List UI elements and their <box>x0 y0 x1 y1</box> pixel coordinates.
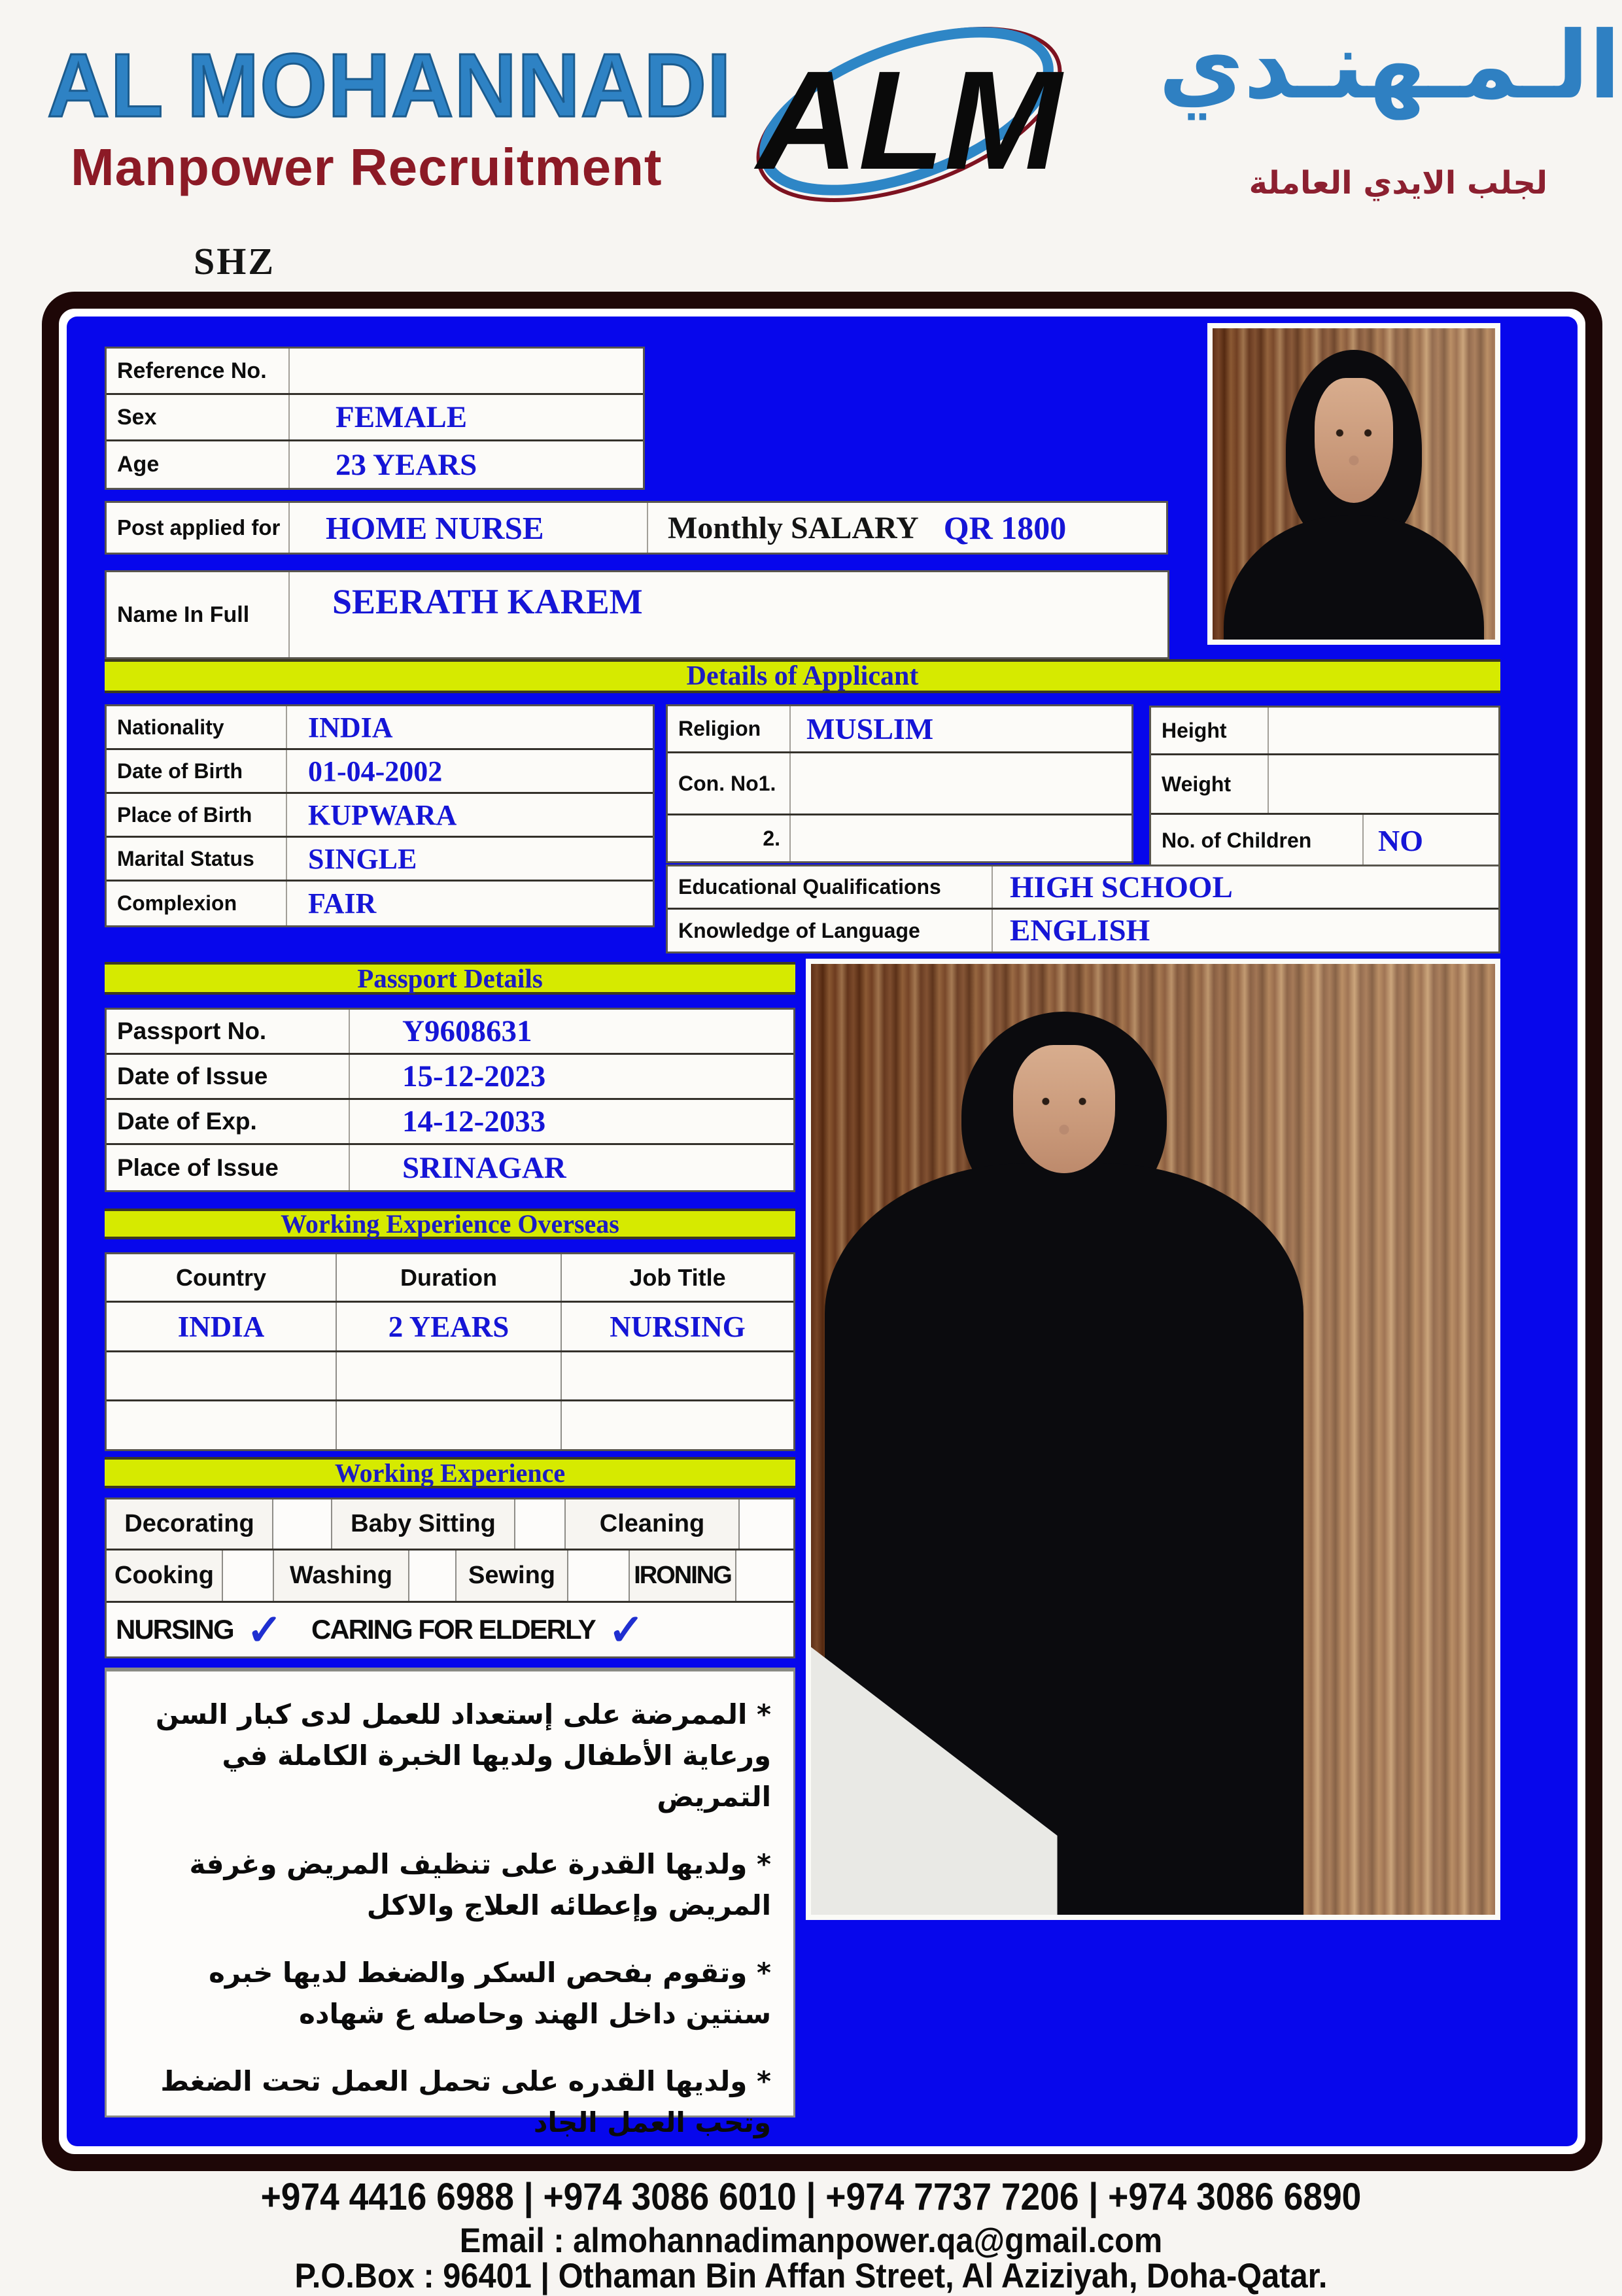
table-row <box>107 1055 793 1100</box>
we-banner-title: Working Experience <box>334 1458 566 1488</box>
logo-monogram: ALM <box>757 41 1061 199</box>
table-row <box>107 838 653 882</box>
weo-banner-title: Working Experience Overseas <box>281 1209 619 1239</box>
skill-sewing-label: Sewing <box>457 1551 568 1601</box>
applicant-headshot-photo <box>1207 323 1500 645</box>
weo-duration-value: 2 YEARS <box>337 1303 562 1350</box>
date-of-birth-value: 01-04-2002 <box>308 755 443 787</box>
table-row <box>107 441 643 488</box>
table-row <box>1151 708 1498 755</box>
language-label: Knowledge of Language <box>668 910 993 951</box>
skill-nursing-label: NURSING <box>116 1614 233 1645</box>
religion-label: Religion <box>668 706 791 751</box>
skill-cooking-label: Cooking <box>107 1551 223 1601</box>
skill-ironing-label: IRONING <box>630 1551 736 1601</box>
weo-jobtitle-header: Job Title <box>629 1263 726 1291</box>
date-of-issue-value: 15-12-2023 <box>402 1059 546 1093</box>
weo-empty-cell <box>337 1401 562 1449</box>
height-label: Height <box>1151 708 1269 753</box>
age-label: Age <box>107 441 290 488</box>
nursing-checkmark-icon: ✓ <box>246 1605 283 1654</box>
document-code: SHZ <box>194 240 276 283</box>
age-value: 23 YEARS <box>336 447 477 482</box>
table-row <box>107 572 1167 657</box>
arabic-note-3: * وتقوم بفحص السكر والضغط لديها خبره سنتين داخل الهند وحاصله ع شهاده <box>209 1957 771 2030</box>
skill-washing-label: Washing <box>274 1551 409 1601</box>
name-row <box>105 570 1169 659</box>
religion-value: MUSLIM <box>806 712 934 745</box>
contact-no1-value <box>791 753 1131 814</box>
brand-name: AL MOHANNADI <box>47 35 732 136</box>
place-of-birth-label: Place of Birth <box>107 794 287 836</box>
details-right-table <box>1149 706 1500 868</box>
post-applied-value: HOME NURSE <box>290 503 648 553</box>
table-row <box>107 794 653 838</box>
sex-label: Sex <box>107 395 290 439</box>
footer-address: P.O.Box : 96401 | Othaman Bin Affan Street, Al Aziziyah, Doha-Qatar. <box>294 2257 1328 2295</box>
table-row <box>107 1100 793 1145</box>
place-of-issue-value: SRINAGAR <box>402 1150 566 1185</box>
date-of-issue-label: Date of Issue <box>107 1055 350 1098</box>
passport-no-value: Y9608631 <box>402 1014 532 1048</box>
date-of-expiry-label: Date of Exp. <box>107 1100 350 1143</box>
passport-banner-title: Passport Details <box>357 963 543 993</box>
skills-row-1 <box>107 1499 793 1551</box>
skills-row-3 <box>107 1603 793 1656</box>
weo-empty-cell <box>107 1401 337 1449</box>
skill-decorating-label: Decorating <box>107 1499 273 1549</box>
footer-email: Email : almohannadimanpower.qa@gmail.com <box>459 2221 1163 2260</box>
weo-duration-header: Duration <box>337 1254 562 1301</box>
details-section-banner <box>105 659 1500 693</box>
weo-table <box>105 1252 795 1451</box>
brand-tagline-arabic: لجلب الايدي العاملة <box>1249 165 1547 201</box>
skill-washing-checkbox <box>409 1551 457 1601</box>
table-row <box>1151 755 1498 815</box>
alm-logo <box>700 7 1118 229</box>
sex-value: FEMALE <box>336 400 468 434</box>
caring-elderly-checkmark-icon: ✓ <box>608 1605 645 1654</box>
skills-row-2 <box>107 1551 793 1603</box>
arabic-note-1: * الممرضة على إستعداد للعمل لدى كبار السن ورعاية الأطفال ولديها الخبرة الكاملة في التمريض <box>155 1698 771 1813</box>
table-row <box>668 706 1131 753</box>
reference-no-value <box>290 349 643 393</box>
skill-babysitting-checkbox <box>515 1499 566 1549</box>
table-row <box>107 706 653 750</box>
date-of-expiry-value: 14-12-2033 <box>402 1105 546 1139</box>
weo-data-row <box>107 1303 793 1352</box>
skill-cleaning-checkbox <box>740 1499 793 1549</box>
education-table <box>666 865 1500 953</box>
face <box>1013 1045 1116 1173</box>
weo-country-value: INDIA <box>107 1303 337 1350</box>
we-section-banner <box>105 1457 795 1488</box>
post-applied-label: Post applied for <box>107 503 290 553</box>
table-row <box>107 395 643 441</box>
weo-empty-cell <box>562 1352 793 1399</box>
skills-table <box>105 1498 795 1658</box>
table-row <box>107 1010 793 1055</box>
table-row <box>668 815 1131 861</box>
details-left-table <box>105 704 655 927</box>
contact-no2-value <box>791 815 1131 861</box>
applicant-full-photo <box>806 959 1500 1920</box>
table-row <box>668 866 1498 910</box>
footer-phone-numbers: +974 4416 6988 | +974 3086 6010 | +974 7737 7206 | +974 3086 6890 <box>260 2176 1362 2218</box>
name-value: SEERATH KAREM <box>332 582 643 621</box>
skill-decorating-checkbox <box>273 1499 332 1549</box>
table-row <box>107 1145 793 1190</box>
table-row <box>107 882 653 925</box>
date-of-birth-label: Date of Birth <box>107 750 287 792</box>
place-of-birth-value: KUPWARA <box>308 798 457 831</box>
passport-section-banner <box>105 962 795 995</box>
brand-name-arabic: الـمـهنـدي <box>1158 12 1621 120</box>
weo-jobtitle-value: NURSING <box>610 1310 746 1343</box>
skill-babysitting-label: Baby Sitting <box>332 1499 515 1549</box>
weight-label: Weight <box>1151 755 1269 813</box>
table-row <box>107 503 1166 553</box>
skill-cooking-checkbox <box>223 1551 274 1601</box>
complexion-label: Complexion <box>107 882 287 925</box>
height-value <box>1269 708 1498 753</box>
name-label: Name In Full <box>107 572 290 657</box>
weight-value <box>1269 755 1498 813</box>
details-banner-title: Details of Applicant <box>686 661 919 691</box>
table-row <box>107 349 643 395</box>
table-row <box>668 753 1131 815</box>
qualifications-value: HIGH SCHOOL <box>1010 870 1233 904</box>
nationality-value: INDIA <box>308 711 393 744</box>
skill-sewing-checkbox <box>568 1551 630 1601</box>
salary-value: QR 1800 <box>943 509 1067 546</box>
place-of-issue-label: Place of Issue <box>107 1145 350 1190</box>
weo-header-row <box>107 1254 793 1303</box>
arabic-note-2: * ولديها القدرة على تنظيف المريض وغرفة المريض وإعطائه العلاج والاكل <box>189 1848 771 1921</box>
nationality-label: Nationality <box>107 706 287 748</box>
table-row <box>668 910 1498 951</box>
weo-empty-cell <box>107 1352 337 1399</box>
table-row <box>107 750 653 794</box>
face <box>1315 378 1394 502</box>
contact-no1-label: Con. No1. <box>668 753 791 814</box>
salary-label: Monthly SALARY <box>668 510 919 545</box>
marital-status-value: SINGLE <box>308 842 417 875</box>
reference-no-label: Reference No. <box>107 349 290 393</box>
brand-subtitle: Manpower Recruitment <box>71 138 663 196</box>
contact-no2-label: 2. <box>668 815 791 861</box>
weo-country-header: Country <box>107 1254 337 1301</box>
identity-table <box>105 347 645 490</box>
post-applied-row <box>105 501 1168 555</box>
weo-empty-row <box>107 1401 793 1449</box>
children-label: No. of Children <box>1151 815 1364 866</box>
arabic-notes-box <box>105 1668 795 2138</box>
language-value: ENGLISH <box>1010 914 1150 948</box>
passport-table <box>105 1008 795 1192</box>
complexion-value: FAIR <box>308 887 377 919</box>
weo-empty-cell <box>562 1401 793 1449</box>
skill-caring-elderly-label: CARING FOR ELDERLY <box>311 1614 595 1645</box>
children-value: NO <box>1378 824 1423 857</box>
passport-no-label: Passport No. <box>107 1010 350 1053</box>
weo-empty-cell <box>337 1352 562 1399</box>
weo-empty-row <box>107 1352 793 1401</box>
marital-status-label: Marital Status <box>107 838 287 880</box>
skill-cleaning-label: Cleaning <box>566 1499 740 1549</box>
arabic-note-4: * ولديها القدره على تحمل العمل تحت الضغط وتحب العمل الجاد <box>160 2065 771 2138</box>
qualifications-label: Educational Qualifications <box>668 866 993 908</box>
details-middle-table <box>666 704 1133 863</box>
skill-ironing-checkbox <box>736 1551 793 1601</box>
weo-section-banner <box>105 1208 795 1239</box>
table-row <box>1151 815 1498 866</box>
